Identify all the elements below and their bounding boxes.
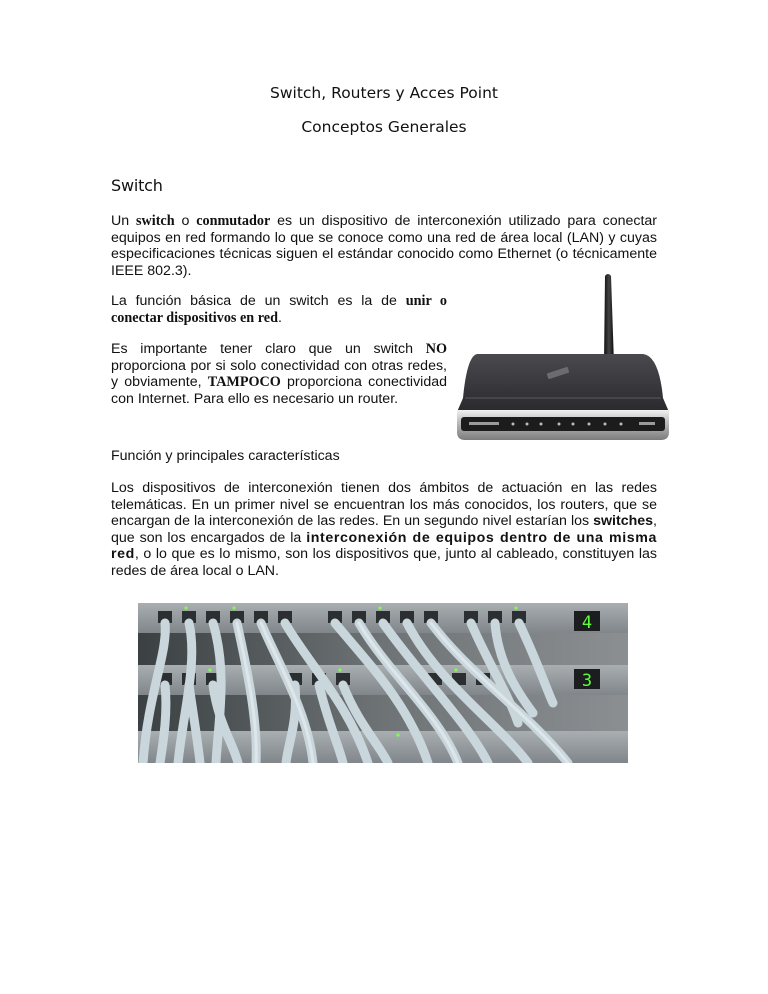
bold-term-conmutador: conmutador: [196, 213, 271, 229]
document-title: Switch, Routers y Acces Point: [270, 84, 498, 102]
text: o: [174, 213, 197, 229]
text: proporciona por si solo conectividad con otras redes, y obviamente,: [111, 357, 447, 391]
section-heading-switch: Switch: [111, 176, 163, 195]
subheading-features: Función y principales características: [111, 448, 340, 464]
network-cables-photo: [138, 603, 628, 763]
bold-phrase-unir: unir o conectar dispositivos en red: [111, 293, 448, 326]
display-digit-bottom: 3: [581, 671, 593, 691]
display-digit-top: 4: [581, 613, 593, 633]
bold-no: NO: [425, 341, 447, 357]
router-image: [455, 272, 671, 444]
text: , que son los encargados de la: [111, 513, 657, 546]
text: , o lo que es lo mismo, son los dispositivos que, junto al cableado, constituyen las redes de área local o LAN.: [111, 546, 657, 579]
bold-interconexion: interconexión de equipos dentro de una misma red: [111, 529, 657, 563]
text: .: [277, 309, 282, 326]
paragraph-devices: [111, 480, 657, 580]
document-subtitle: Conceptos Generales: [301, 118, 467, 136]
text: Es importante tener claro que un switch: [111, 341, 426, 357]
paragraph-basic-function: [111, 293, 447, 326]
bold-term-switch: switch: [135, 213, 175, 229]
text: Un: [111, 213, 136, 229]
bold-tampoco: TAMPOCO: [207, 374, 281, 391]
paragraph-definition: [111, 213, 657, 279]
text: proporciona conectividad con Internet. Para ello es necesario un router.: [111, 374, 447, 407]
text: es un dispositivo de interconexión utilizado para conectar equipos en red formando lo que se conoce como una red de área local (LAN) y cuyas especificaciones técnicas siguen el estándar conocido como Ethernet (o técnicamente IEEE 802.3).: [111, 213, 658, 279]
bold-switches: switches: [593, 513, 654, 530]
text: Los dispositivos de interconexión tienen dos ámbitos de actuación en las redes telemáticas. En un primer nivel se encuentran los más conocidos, los routers, que se encargan de la interconexión de las redes. En un segundo nivel estarían los: [111, 480, 657, 530]
paragraph-important: [111, 341, 447, 407]
text: La función básica de un switch es la de: [111, 293, 406, 309]
